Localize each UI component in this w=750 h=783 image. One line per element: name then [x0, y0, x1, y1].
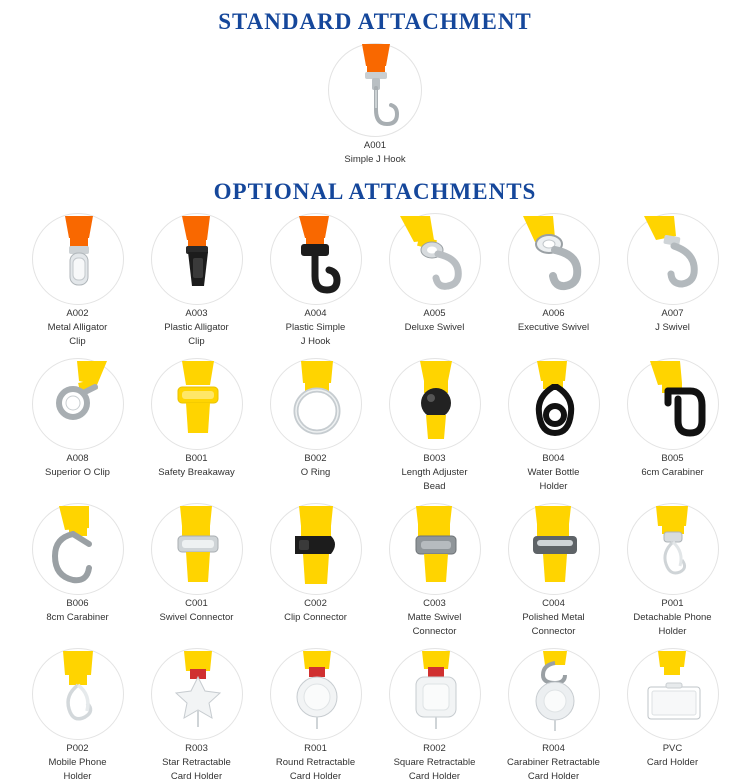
caption-b001: [158, 453, 235, 479]
caption-r003: [162, 743, 231, 783]
item-name-line1: Metal Alligator: [47, 321, 108, 333]
attachment-item-a004[interactable]: [260, 213, 371, 348]
item-name-line2: Connector: [531, 626, 576, 637]
item-code: B001: [185, 452, 208, 464]
8cm-carabiner-icon: [32, 503, 124, 595]
item-name-line1: Executive Swivel: [517, 321, 590, 333]
item-code: A003: [185, 307, 208, 319]
caption-a005: [405, 308, 465, 334]
item-code: P001: [661, 597, 684, 609]
deluxe-swivel-icon: [389, 213, 481, 305]
o-ring-icon: [270, 358, 362, 450]
item-name-line2: Card Holder: [170, 771, 223, 782]
attachment-item-a007[interactable]: [617, 213, 728, 348]
attachment-item-r004[interactable]: [498, 648, 609, 783]
item-code: B002: [304, 452, 327, 464]
mobile-phone-holder-icon: [32, 648, 124, 740]
item-code: C003: [423, 597, 446, 609]
attachment-item-a005[interactable]: [379, 213, 490, 348]
item-name-line1: 8cm Carabiner: [46, 611, 109, 623]
item-code: R004: [542, 742, 565, 754]
item-name-line1: Square Retractable: [393, 756, 476, 768]
item-name-line2: Card Holder: [527, 771, 580, 782]
item-code: A005: [423, 307, 446, 319]
item-code: A001: [363, 140, 387, 151]
caption-c002: [284, 598, 347, 624]
item-name-line2: J Hook: [300, 336, 331, 347]
row-spacer: [379, 348, 490, 358]
item-name-line1: Polished Metal: [522, 611, 585, 623]
caption-a007: [655, 308, 690, 334]
row-spacer: [141, 638, 252, 648]
length-adjuster-bead-icon: [389, 358, 481, 450]
item-name-line1: Clip Connector: [284, 611, 347, 623]
row-spacer: [260, 638, 371, 648]
carabiner-retractable-card-holder-icon: [508, 648, 600, 740]
caption-a004: [286, 308, 346, 348]
item-name-line1: Superior O Clip: [45, 466, 110, 478]
caption-p001: [633, 598, 711, 638]
item-code: C001: [185, 597, 208, 609]
plastic-simple-j-hook-icon: [270, 213, 362, 305]
attachment-item-a001[interactable]: [320, 43, 431, 166]
item-name-line1: Star Retractable: [162, 756, 231, 768]
metal-alligator-clip-icon: [32, 213, 124, 305]
caption-a008: [45, 453, 110, 479]
item-name-line1: Simple J Hook: [344, 154, 406, 165]
item-name-line1: J Swivel: [655, 321, 690, 333]
item-name-line1: 6cm Carabiner: [641, 466, 704, 478]
caption-b004: [528, 453, 580, 493]
item-name-line2: Connector: [412, 626, 457, 637]
attachment-item-a003[interactable]: [141, 213, 252, 348]
executive-swivel-icon: [508, 213, 600, 305]
caption-r001: [276, 743, 355, 783]
caption-b005: [641, 453, 703, 479]
attachment-item-p002[interactable]: [22, 648, 133, 783]
optional-attachments-grid: [0, 213, 750, 783]
attachment-item-b001[interactable]: [141, 358, 252, 493]
item-code: C004: [542, 597, 565, 609]
caption-b003: [401, 453, 467, 493]
caption-p002: [48, 743, 106, 783]
clip-connector-icon: [270, 503, 362, 595]
attachment-catalog-page: [0, 9, 750, 782]
item-name-line2: Holder: [63, 771, 92, 782]
attachment-item-p001[interactable]: [617, 503, 728, 638]
row-spacer: [260, 493, 371, 503]
detachable-phone-holder-icon: [627, 503, 719, 595]
item-name-line1: Detachable Phone: [633, 611, 712, 623]
attachment-item-pvc[interactable]: [617, 648, 728, 783]
row-spacer: [379, 638, 490, 648]
pvc-card-holder-icon: [627, 648, 719, 740]
caption-a001: [344, 140, 405, 166]
j-swivel-icon: [627, 213, 719, 305]
item-name-line1: Plastic Simple: [285, 321, 346, 333]
attachment-item-r003[interactable]: [141, 648, 252, 783]
caption-c004: [522, 598, 584, 638]
item-name-line2: Card Holder: [289, 771, 342, 782]
item-name-line1: Card Holder: [646, 756, 699, 768]
row-spacer: [22, 348, 133, 358]
item-name-line2: Holder: [658, 626, 687, 637]
row-spacer: [617, 493, 728, 503]
item-code: R001: [304, 742, 327, 754]
row-spacer: [141, 493, 252, 503]
attachment-item-b004[interactable]: [498, 358, 609, 493]
item-name-line1: O Ring: [300, 466, 331, 478]
item-name-line1: Swivel Connector: [159, 611, 234, 623]
attachment-item-b006[interactable]: [22, 503, 133, 638]
caption-b002: [301, 453, 331, 479]
caption-c001: [160, 598, 234, 624]
item-code: A008: [66, 452, 89, 464]
safety-breakaway-icon: [151, 358, 243, 450]
attachment-item-a002[interactable]: [22, 213, 133, 348]
water-bottle-holder-icon: [508, 358, 600, 450]
item-code: B004: [542, 452, 565, 464]
item-name-line1: Matte Swivel: [407, 611, 462, 623]
row-spacer: [498, 348, 609, 358]
row-spacer: [260, 348, 371, 358]
caption-pvc: [647, 743, 698, 769]
item-code: A007: [661, 307, 684, 319]
attachment-item-r002[interactable]: [379, 648, 490, 783]
optional-attachments-title: OPTIONAL ATTACHMENTS: [213, 178, 537, 204]
row-spacer: [141, 348, 252, 358]
attachment-item-c001[interactable]: [141, 503, 252, 638]
item-name-line2: Card Holder: [408, 771, 461, 782]
attachment-item-b002[interactable]: [260, 358, 371, 493]
item-name-line1: Length Adjuster: [401, 466, 468, 478]
item-code: A004: [304, 307, 327, 319]
caption-c003: [408, 598, 462, 638]
caption-a006: [518, 308, 589, 334]
attachment-item-b005[interactable]: [617, 358, 728, 493]
row-spacer: [617, 348, 728, 358]
caption-r004: [507, 743, 600, 783]
item-code: B005: [661, 452, 684, 464]
item-name-line1: Deluxe Swivel: [404, 321, 465, 333]
standard-attachment-row: [0, 43, 750, 166]
standard-attachment-title: STANDARD ATTACHMENT: [218, 9, 532, 34]
caption-b006: [46, 598, 108, 624]
round-retractable-card-holder-icon: [270, 648, 362, 740]
polished-metal-connector-icon: [508, 503, 600, 595]
item-code: PVC: [662, 742, 683, 754]
item-name-line1: Mobile Phone: [48, 756, 107, 768]
item-code: B006: [66, 597, 89, 609]
row-spacer: [379, 493, 490, 503]
swivel-connector-icon: [151, 503, 243, 595]
item-code: B003: [423, 452, 446, 464]
plastic-alligator-clip-icon: [151, 213, 243, 305]
item-name-line2: Bead: [423, 481, 446, 492]
simple-j-hook-icon: [328, 43, 422, 137]
attachment-item-b003[interactable]: [379, 358, 490, 493]
item-code: P002: [66, 742, 89, 754]
item-code: A002: [66, 307, 89, 319]
caption-a003: [164, 308, 228, 348]
item-name-line2: Clip: [188, 336, 205, 347]
attachment-item-r001[interactable]: [260, 648, 371, 783]
attachment-item-c004[interactable]: [498, 503, 609, 638]
item-name-line1: Plastic Alligator: [164, 321, 229, 333]
star-retractable-card-holder-icon: [151, 648, 243, 740]
row-spacer: [22, 493, 133, 503]
attachment-item-a008[interactable]: [22, 358, 133, 493]
item-code: R002: [423, 742, 446, 754]
row-spacer: [498, 493, 609, 503]
row-spacer: [22, 638, 133, 648]
item-name-line2: Clip: [69, 336, 86, 347]
superior-o-clip-icon: [32, 358, 124, 450]
6cm-carabiner-icon: [627, 358, 719, 450]
item-name-line1: Carabiner Retractable: [507, 756, 600, 768]
item-name-line1: Safety Breakaway: [158, 466, 235, 478]
item-code: C002: [304, 597, 327, 609]
caption-r002: [394, 743, 476, 783]
item-name-line1: Round Retractable: [275, 756, 356, 768]
attachment-item-c003[interactable]: [379, 503, 490, 638]
item-name-line1: Water Bottle: [527, 466, 580, 478]
row-spacer: [498, 638, 609, 648]
attachment-item-a006[interactable]: [498, 213, 609, 348]
square-retractable-card-holder-icon: [389, 648, 481, 740]
item-code: A006: [542, 307, 565, 319]
attachment-item-c002[interactable]: [260, 503, 371, 638]
row-spacer: [617, 638, 728, 648]
item-name-line2: Holder: [539, 481, 568, 492]
caption-a002: [48, 308, 108, 348]
item-code: R003: [185, 742, 208, 754]
matte-swivel-connector-icon: [389, 503, 481, 595]
